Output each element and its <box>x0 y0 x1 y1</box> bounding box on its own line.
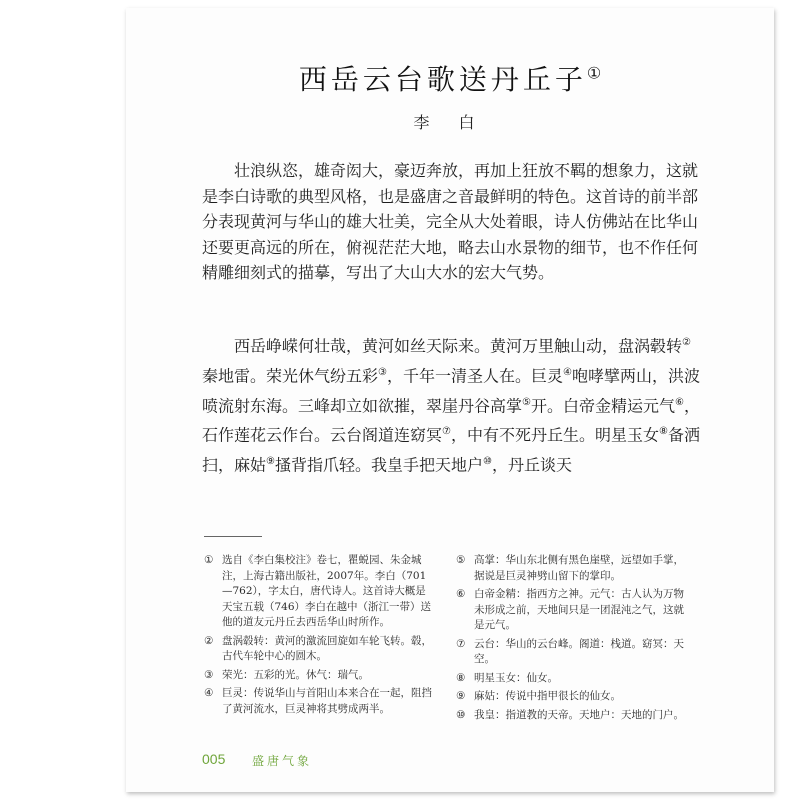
footnote: ⑧ 明星玉女：仙女。 <box>456 671 558 684</box>
page-number: 005 <box>202 751 226 767</box>
footnote: ⑦ 云台：华山的云台峰。阁道：栈道。窈冥：天空。 <box>456 637 684 665</box>
footnote: ① 选自《李白集校注》卷七，瞿蜕园、朱金城注，上海古籍出版社，2007年。李白（701—762），字太白，唐代诗人。这首诗大概是天宝五载（746）李白在越中（浙江一带）送他的道友元丹丘去西岳华山时所作。 <box>204 554 432 628</box>
footnote-ref: ⑤ <box>522 396 531 408</box>
poem-title: 西岳云台歌送丹丘子① <box>298 63 602 96</box>
footnote-ref: ⑧ <box>659 426 668 438</box>
intro-paragraph: 壮浪纵恣，雄奇闳大，豪迈奔放，再加上狂放不羁的想象力，这就是李白诗歌的典型风格，也是盛唐之音最鲜明的特色。这首诗的前半部分表现黄河与华山的雄大壮美，完全从大处着眼，诗人仿佛站在比华山还要更高远的所在，俯视茫茫大地，略去山水景物的细节，也不作任何精雕细刻式的描摹，写出了大山大水的宏大气势。 <box>202 161 699 282</box>
poem-text: 西岳峥嵘何壮哉，黄河如丝天际来。黄河万里触山动，盘涡毂转②秦地雷。荣光休气纷五彩③，千年一清圣人在。巨灵④咆哮擘两山，洪波喷流射东海。三峰却立如欲摧，翠崖丹谷高掌⑤开。白帝金精运元气⑥，石作莲花云作台。云台阁道连窈冥⑦，中有不死丹丘生。明星玉女⑧备洒扫，麻姑⑨搔背指爪轻。我皇手把天地户⑩，丹丘谈天 <box>202 336 700 475</box>
footnotes-right-column <box>456 553 688 726</box>
footnote-ref: ③ <box>378 366 387 378</box>
footnote: ② 盘涡毂转：黄河的激流回旋如车轮飞转。毂，古代车轮中心的圆木。 <box>204 634 432 662</box>
book-page <box>126 8 774 792</box>
footnote: ③ 荣光：五彩的光。休气：瑞气。 <box>204 668 369 681</box>
footnote-ref: ⑩ <box>483 456 492 468</box>
footnote-ref: ⑨ <box>266 456 275 468</box>
footnote: ⑩ 我皇：指道教的天帝。天地户：天地的门户。 <box>456 708 684 721</box>
footnotes-left-column <box>204 553 432 720</box>
footnote-divider <box>204 536 262 537</box>
footnote: ⑥ 白帝金精：指西方之神。元气：古人认为万物未形成之前，天地间只是一团混沌之气，这就是元气。 <box>456 588 684 631</box>
section-title: 盛唐气象 <box>252 754 313 768</box>
title-footnote-mark: ① <box>586 63 602 83</box>
footnote: ⑨ 麻姑：传说中指甲很长的仙女。 <box>456 690 621 702</box>
footnote: ④ 巨灵：传说华山与首阳山本来合在一起，阻挡了黄河流水，巨灵神将其劈成两半。 <box>204 687 432 715</box>
footnote-ref: ④ <box>563 366 572 378</box>
footnote-ref: ⑥ <box>675 396 684 408</box>
poem-author: 李 白 <box>413 113 487 132</box>
footnote: ⑤ 高掌：华山东北侧有黑色崖壁，远望如手掌，据说是巨灵神劈山留下的掌印。 <box>456 554 684 582</box>
footnote-ref: ⑦ <box>442 426 451 438</box>
footnote-ref: ② <box>682 337 691 348</box>
